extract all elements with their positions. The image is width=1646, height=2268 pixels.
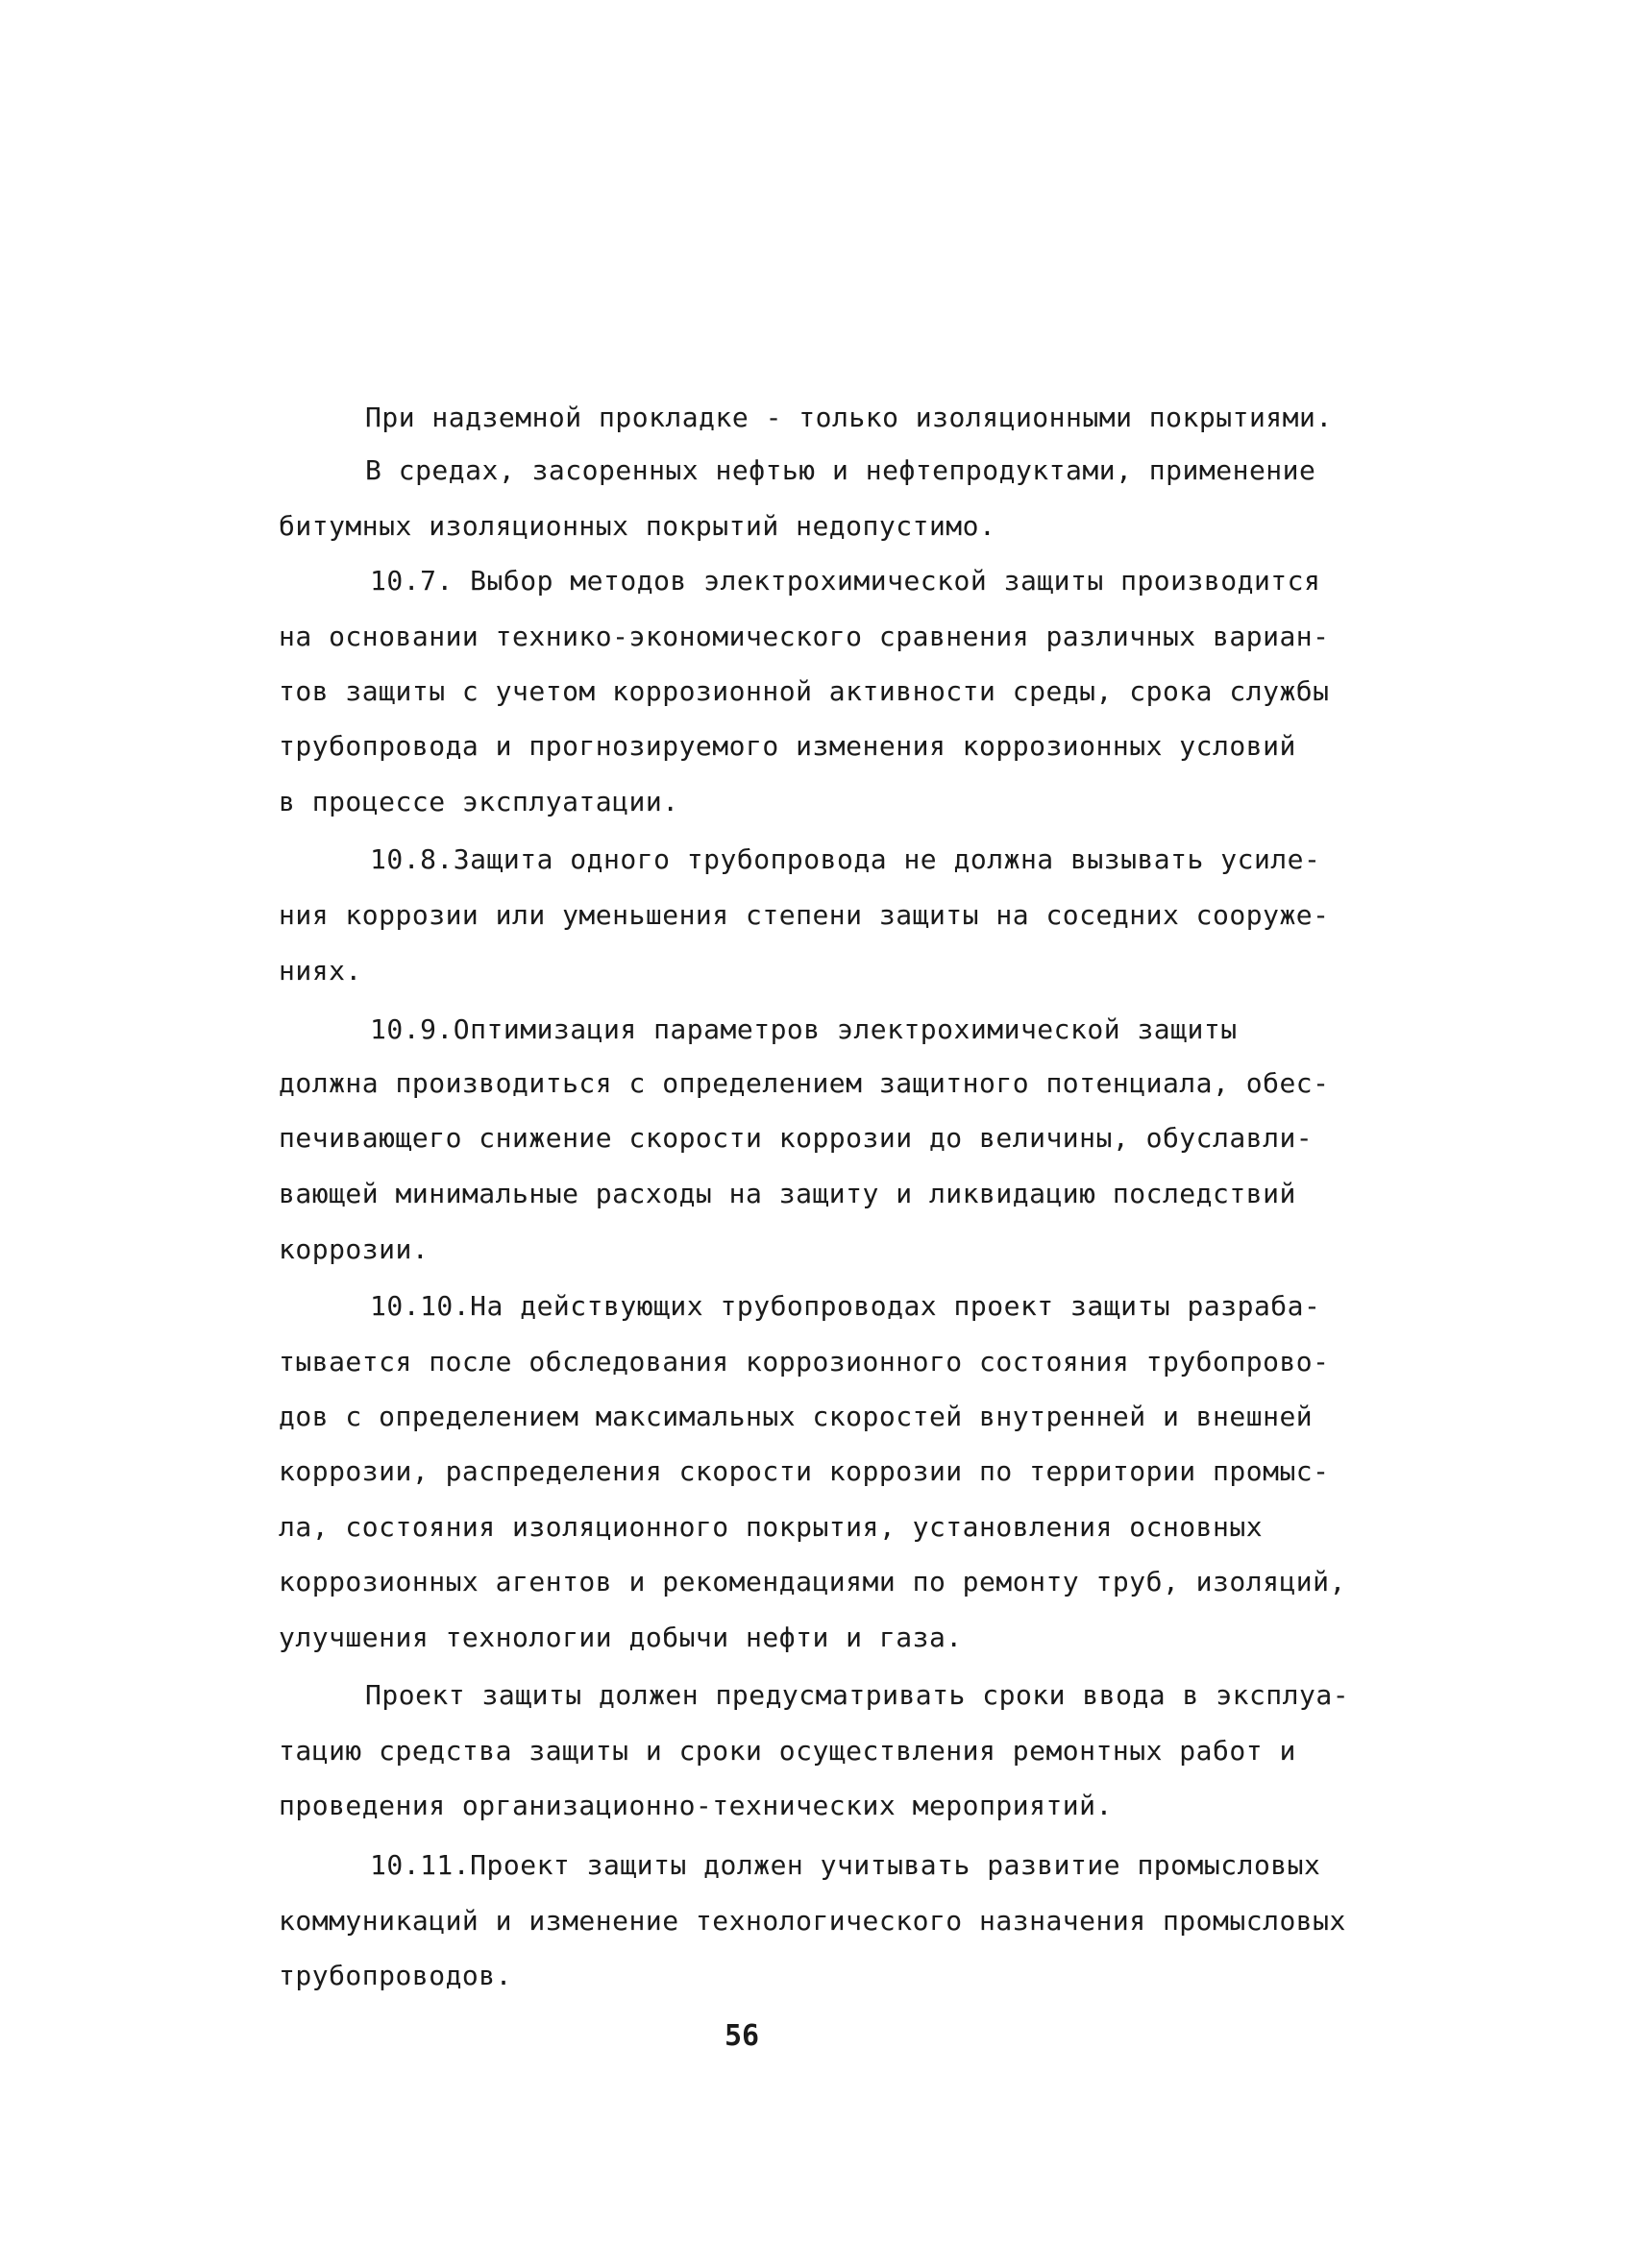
text-line: В средах, засоренных нефтью и нефтепродуктами, применение <box>365 454 1316 486</box>
page-number: 56 <box>725 2019 760 2053</box>
text-line: битумных изоляционных покрытий недопустимо. <box>279 510 996 542</box>
text-line: вающей минимальные расходы на защиту и ликвидацию последствий <box>279 1178 1296 1209</box>
text-line: коррозии, распределения скорости коррозии по территории промыс- <box>279 1455 1330 1487</box>
text-line: коммуникаций и изменение технологического назначения промысловых <box>279 1905 1346 1937</box>
text-line: Проект защиты должен предусматривать сроки ввода в эксплуа- <box>365 1679 1350 1711</box>
text-line: 10.8.Защита одного трубопровода не должна вызывать усиле- <box>370 843 1321 875</box>
text-line: 10.7. Выбор методов электрохимической защиты производится <box>370 565 1321 597</box>
text-line: коррозионных агентов и рекомендациями по ремонту труб, изоляций, <box>279 1566 1346 1597</box>
text-line: должна производиться с определением защитного потенциала, обес- <box>279 1067 1330 1099</box>
text-line: При надземной прокладке - только изоляционными покрытиями. <box>365 402 1333 433</box>
text-line: трубопроводов. <box>279 1960 513 1991</box>
text-line: печивающего снижение скорости коррозии до величины, обуславли- <box>279 1122 1314 1154</box>
text-line: ния коррозии или уменьшения степени защиты на соседних сооруже- <box>279 899 1330 931</box>
text-line: 10.9.Оптимизация параметров электрохимической защиты <box>370 1013 1238 1045</box>
text-line: 10.11.Проект защиты должен учитывать развитие промысловых <box>370 1849 1321 1881</box>
text-line: на основании технико-экономического сравнения различных вариан- <box>279 621 1330 652</box>
text-line: улучшения технологии добычи нефти и газа. <box>279 1622 963 1653</box>
text-line: проведения организационно-технических мероприятий. <box>279 1790 1113 1821</box>
text-line: ниях. <box>279 955 362 987</box>
text-line: в процессе эксплуатации. <box>279 786 679 817</box>
text-line: ла, состояния изоляционного покрытия, установления основных <box>279 1511 1264 1543</box>
text-line: тывается после обследования коррозионного состояния трубопрово- <box>279 1346 1330 1378</box>
text-line: трубопровода и прогнозируемого изменения коррозионных условий <box>279 730 1296 762</box>
text-line: дов с определением максимальных скоростей внутренней и внешней <box>279 1401 1314 1432</box>
text-line: тов защиты с учетом коррозионной активности среды, срока службы <box>279 675 1330 707</box>
text-line: тацию средства защиты и сроки осуществления ремонтных работ и <box>279 1735 1296 1767</box>
text-line: 10.10.На действующих трубопроводах проект защиты разраба- <box>370 1290 1321 1322</box>
text-line: коррозии. <box>279 1233 430 1265</box>
